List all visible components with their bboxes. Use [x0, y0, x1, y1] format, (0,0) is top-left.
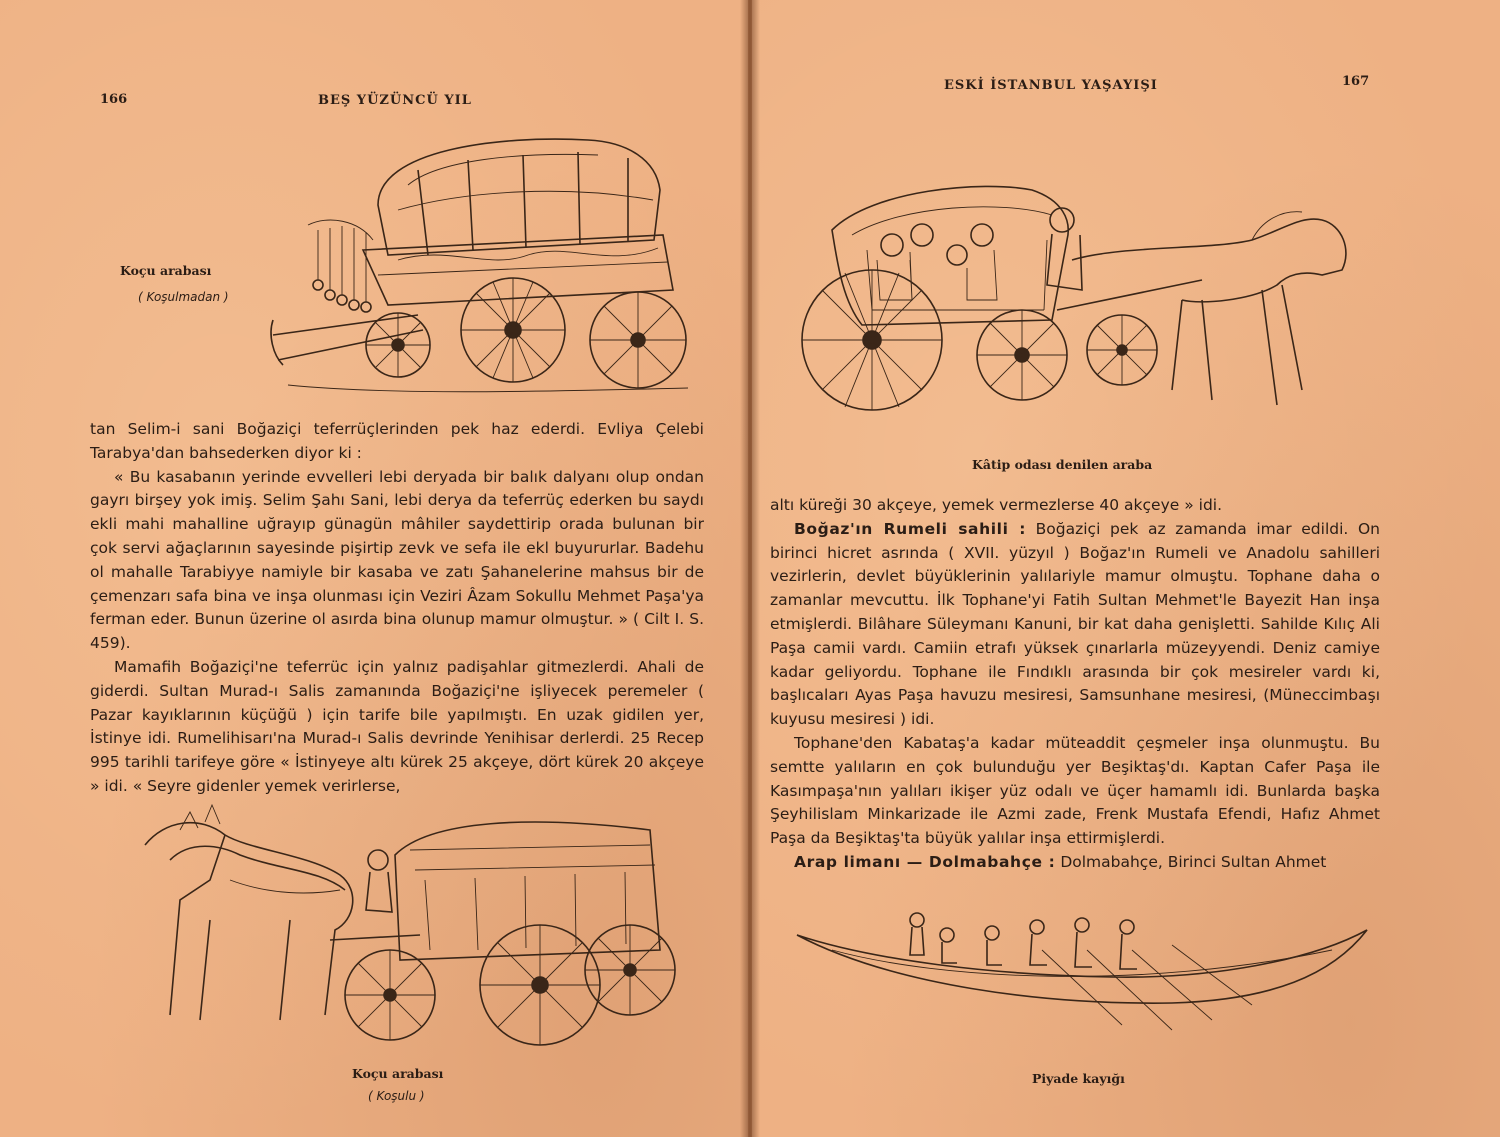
left-bottom-figure-subcaption: ( Koşulu ) — [368, 1089, 425, 1103]
right-paragraph-3: Tophane'den Kabataş'a kadar müteaddit çeşmeler inşa olunmuştu. Bu semtte yalıların en çok bulunduğu yer Beşiktaş'dı. Kaptan Cafer Paşa ile Kasımpaşa'nın yalıları ikişer yüz odalı ve üçer hamamlı idi. Bunlarda başka Şeyhilislam Minkarizade ile Azmi zade, Frenk Mustafa Efendi, Hafız Ahmet Paşa da Beşiktaş'ta büyük yalılar inşa ettirmişlerdi. — [770, 733, 1380, 848]
left-bottom-figure-caption: Koçu arabası — [352, 1066, 444, 1081]
right-body-text — [770, 494, 1380, 875]
left-body-text — [90, 418, 704, 799]
left-top-figure-subcaption: ( Koşulmadan ) — [138, 290, 229, 304]
right-top-figure-caption: Kâtip odası denilen araba — [972, 457, 1153, 472]
carriage-unharnessed-illustration — [268, 130, 696, 405]
right-paragraph-1: altı küreği 30 akçeye, yemek vermezlerse 40 akçeye » idi. — [770, 496, 1223, 514]
right-section-rumeli — [770, 518, 1380, 732]
piyade-kayigi-illustration — [792, 905, 1372, 1055]
left-paragraph-3: Mamafih Boğaziçi'ne teferrüc için yalnız padişahlar gitmezlerdi. Ahali de giderdi. Sultan Murad-ı Salis zamanında Boğaziçi'ne işliyecek peremeler ( Pazar kayıklarının küçüğü ) için tarife bile yapılmıştı. En uzak gidilen yer, İstinye idi. Rumelihisarı'na Murad-ı Salis devrinde Yenihisar derlerdi. 25 Recep 995 tarihli tarifeye göre « İstinyeye altı kürek 25 akçeye, dört kürek 20 akçeye » idi. « Seyre gidenler yemek verirlerse, — [90, 657, 704, 795]
right-page-number: 167 — [1342, 74, 1370, 89]
katip-odasi-carriage-illustration — [782, 160, 1367, 430]
carriage-harnessed-illustration — [130, 800, 690, 1060]
right-section-dolmabahce — [770, 851, 1380, 875]
left-paragraph-quote: « Bu kasabanın yerinde evvelleri lebi deryada bir balık dalyanı olup ondan gayrı birşey yok imiş. Selim Şahı Sani, lebi derya da teferrüç ederken bu saydı ekli mahi mahalline uğrayıp günagün mâhiler saydettirip orada bulunan bir çok servi ağaçlarının sayesinde pişirtip zevk ve sefa ile ekl buyururlar. Badehu ol mahalle Tarabiyye namiyle bir kasaba ve zatı Şahanelerine mahsus bir de çemenzarı safa bina ve inşa olunması için Veziri Âzam Sokullu Mehmet Paşa'ya ferman eder. Bunun üzerine ol asırda bina olunup mamur olmuştur. » ( Cilt I. S. 459). — [90, 467, 704, 653]
left-paragraph-1: tan Selim-i sani Boğaziçi teferrüçlerinden pek haz ederdi. Evliya Çelebi Tarabya'dan bahsederken diyor ki : — [90, 420, 704, 462]
right-page — [752, 0, 1500, 1137]
right-running-head: ESKİ İSTANBUL YAŞAYIŞI — [944, 78, 1158, 93]
section-text-dolmabahce: Dolmabahçe, Birinci Sultan Ahmet — [1060, 852, 1327, 871]
left-page — [0, 0, 748, 1137]
left-top-figure-caption: Koçu arabası — [120, 263, 212, 278]
left-page-number: 166 — [100, 92, 128, 107]
left-running-head: BEŞ YÜZÜNCÜ YIL — [318, 93, 472, 108]
book-gutter — [740, 0, 760, 1137]
right-bottom-figure-caption: Piyade kayığı — [1032, 1071, 1125, 1086]
section-text-rumeli: Boğaziçi pek az zamanda imar edildi. On birinci hicret asrında ( XVII. yüzyıl ) Boğaz'ın Rumeli ve Anadolu sahilleri vezirlerin, devlet büyüklerinin yalılariyle mamur olmuştu. Tophane daha o zamanlar mevcuttu. İlk Tophane'yi Fatih Sultan Mehmet'le Bayezit Han inşa etmişlerdi. Bilâhare Süleymanı Kanuni, bir kat daha genişletti. Sahilde Kılıç Ali Paşa camii vardı. Camiin etrafı yüksek çınarlarla müzeyyendi. Deniz camiye kadar geliyordu. Tophane ile Fındıklı arasında bir çok mesireler vardı ki, başlıcaları Ayas Paşa havuzu mesiresi, Samsunhane mesiresi, (Müneccimbaşı kuyusu mesiresi ) idi. — [770, 519, 1380, 729]
section-heading-dolmabahce: Arap limanı — Dolmabahçe : — [794, 852, 1056, 871]
section-heading-rumeli: Boğaz'ın Rumeli sahili : — [794, 519, 1026, 538]
